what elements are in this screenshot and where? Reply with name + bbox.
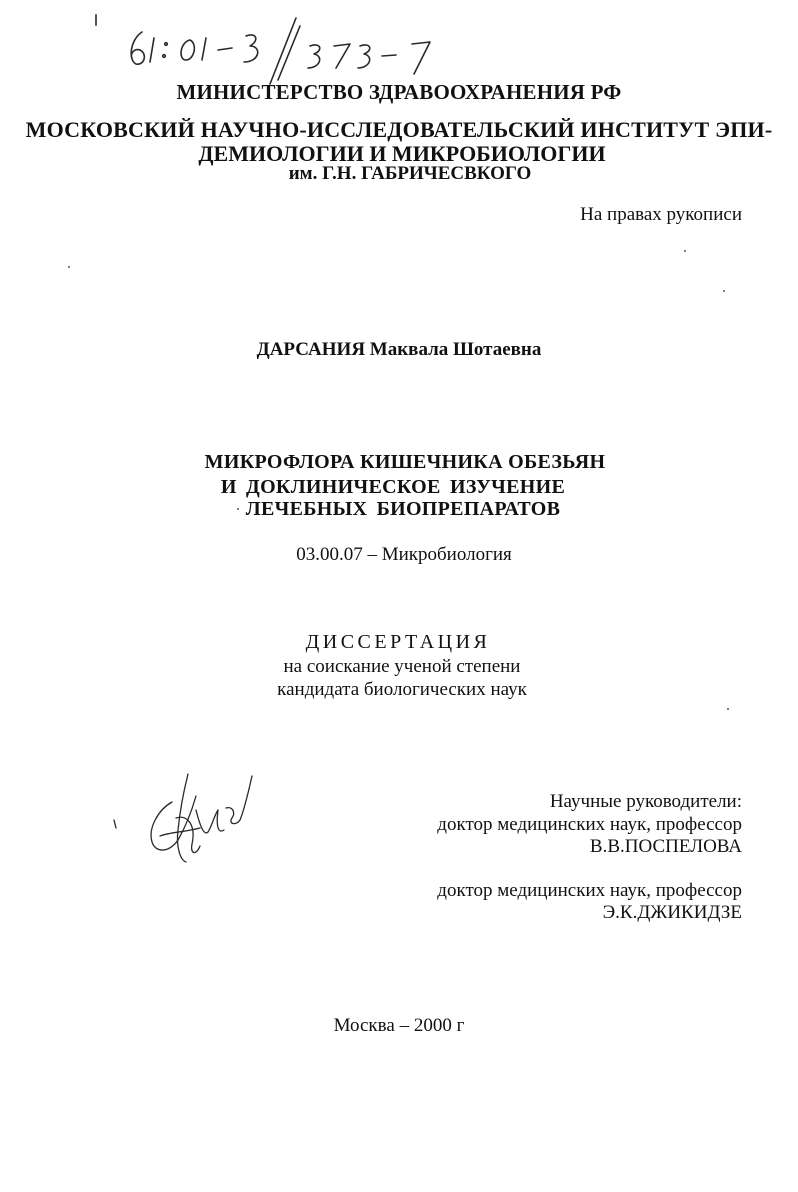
signature <box>100 770 270 880</box>
degree-line1: на соискание ученой степени <box>283 656 521 677</box>
specialty-code: 03.00.07 – Микробиология <box>296 544 512 565</box>
thesis-title-line3: ЛЕЧЕБНЫХ БИОПРЕПАРАТОВ <box>245 498 561 520</box>
supervisor-1-name: В.В.ПОСПЕЛОВА <box>589 836 742 857</box>
thesis-title-line2: И ДОКЛИНИЧЕСКОЕ ИЗУЧЕНИЕ <box>220 476 566 498</box>
degree-line2: кандидата биологических наук <box>277 679 527 700</box>
dissertation-heading: ДИССЕРТАЦИЯ <box>305 631 491 653</box>
scan-speck <box>684 250 686 252</box>
ministry-name: МИНИСТЕРСТВО ЗДРАВООХРАНЕНИЯ РФ <box>176 80 622 104</box>
handwritten-archive-code <box>120 10 520 90</box>
supervisor-2-degree: доктор медицинских наук, профессор <box>437 880 742 901</box>
scan-speck <box>727 708 729 710</box>
scan-speck <box>68 266 70 268</box>
city-year: Москва – 2000 г <box>333 1015 465 1036</box>
supervisor-2-name: Э.К.ДЖИКИДЗЕ <box>602 902 742 923</box>
scan-speck <box>723 290 725 292</box>
thesis-title-line1: МИКРОФЛОРА КИШЕЧНИКА ОБЕЗЬЯН <box>204 451 606 473</box>
supervisors-heading: Научные руководители: <box>549 791 742 812</box>
author-given-names: Маквала Шотаевна <box>369 339 542 360</box>
scan-speck <box>95 14 97 26</box>
scan-speck <box>237 508 239 510</box>
author-name <box>0 339 798 361</box>
institute-name-line3: им. Г.Н. ГАБРИЧЕСВКОГО <box>288 163 532 184</box>
institute-name-line1: МОСКОВСКИЙ НАУЧНО-ИССЛЕДОВАТЕЛЬСКИЙ ИНСТИТУТ ЭПИ- <box>25 117 773 142</box>
institute-name-line2: ДЕМИОЛОГИИ И МИКРОБИОЛОГИИ <box>198 141 606 166</box>
author-surname: ДАРСАНИЯ <box>256 339 366 360</box>
manuscript-rights-note: На правах рукописи <box>580 204 742 225</box>
supervisor-1-degree: доктор медицинских наук, профессор <box>437 814 742 835</box>
